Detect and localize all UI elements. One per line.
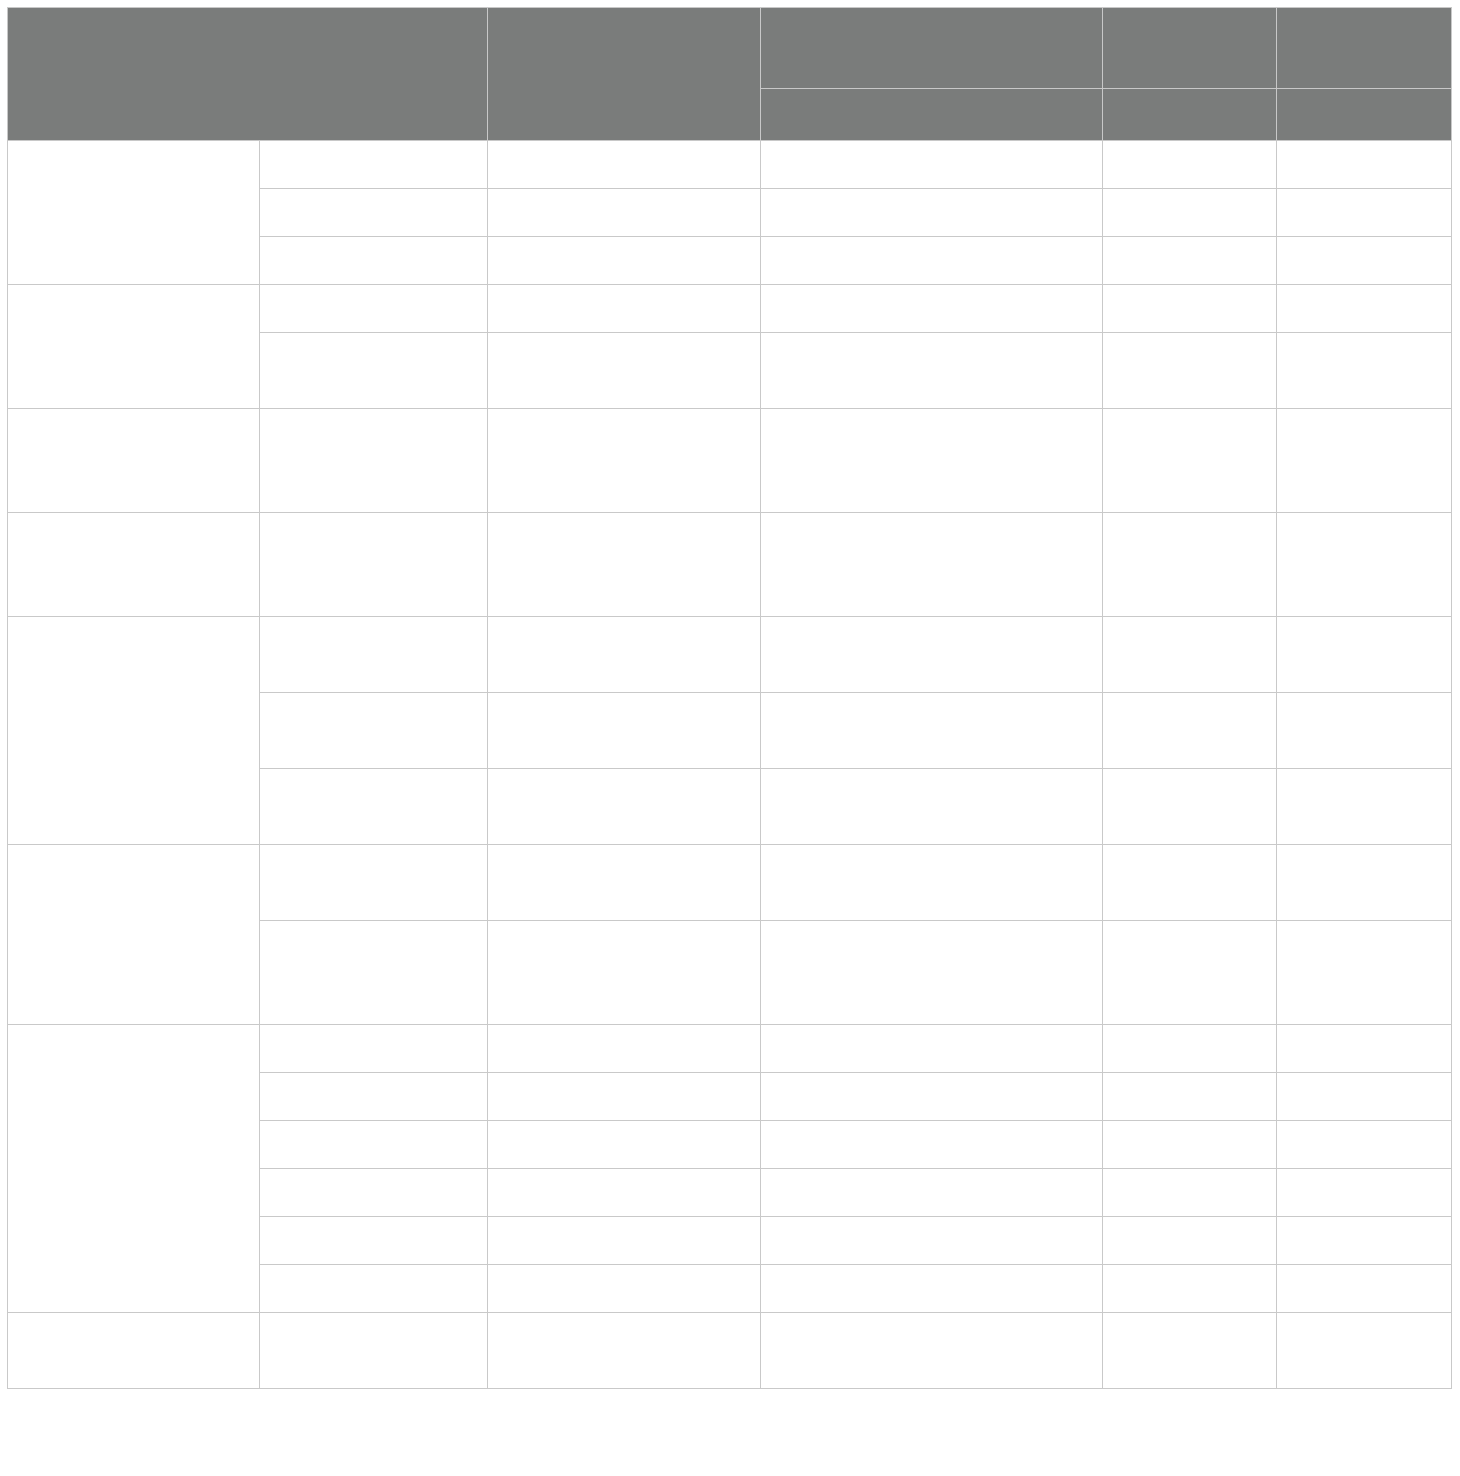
measure-cell [761,1265,1103,1313]
category-cell [8,1313,260,1389]
post-mark [1277,285,1452,333]
source-cell [488,1265,761,1313]
variable-cell [260,769,488,845]
baseline-mark [1103,513,1277,617]
baseline-mark [1103,921,1277,1025]
baseline-mark [1103,1313,1277,1389]
measure-cell [761,1025,1103,1073]
post-mark [1277,1265,1452,1313]
source-cell [488,1169,761,1217]
measure-cell [761,1313,1103,1389]
measure-cell [761,141,1103,189]
source-cell [488,845,761,921]
variable-cell [260,1169,488,1217]
source-cell [488,333,761,409]
table-row [8,1313,1452,1389]
post-mark [1277,845,1452,921]
source-cell [488,513,761,617]
post-mark [1277,1073,1452,1121]
variable-cell [260,513,488,617]
study-schedule-table-container [7,7,1451,1389]
variable-cell [260,189,488,237]
variable-cell [260,141,488,189]
source-cell [488,1313,761,1389]
table-row [8,1025,1452,1073]
baseline-mark [1103,1025,1277,1073]
post-mark [1277,1313,1452,1389]
post-mark [1277,141,1452,189]
source-cell [488,1121,761,1169]
baseline-mark [1103,769,1277,845]
source-cell [488,769,761,845]
post-mark [1277,1169,1452,1217]
source-cell [488,1073,761,1121]
variable-cell [260,333,488,409]
post-mark [1277,237,1452,285]
variable-cell [260,1217,488,1265]
measure-cell [761,237,1103,285]
category-cell [8,1025,260,1313]
baseline-mark [1103,1169,1277,1217]
variable-cell [260,693,488,769]
variable-cell [260,845,488,921]
table-row [8,285,1452,333]
post-mark [1277,513,1452,617]
source-cell [488,921,761,1025]
measure-cell [761,333,1103,409]
category-cell [8,617,260,845]
measure-cell [761,769,1103,845]
measure-cell [761,1121,1103,1169]
baseline-mark [1103,285,1277,333]
source-cell [488,1025,761,1073]
measure-cell [761,617,1103,693]
source-cell [488,409,761,513]
table-row [8,141,1452,189]
source-cell [488,141,761,189]
source-cell [488,237,761,285]
baseline-mark [1103,1265,1277,1313]
table-row [8,513,1452,617]
baseline-mark [1103,409,1277,513]
post-mark [1277,189,1452,237]
variable-cell [260,1313,488,1389]
variable-cell [260,617,488,693]
baseline-mark [1103,189,1277,237]
baseline-mark [1103,237,1277,285]
measure-cell [761,189,1103,237]
source-cell [488,693,761,769]
source-cell [488,1217,761,1265]
measure-cell [761,921,1103,1025]
category-cell [8,513,260,617]
header-study-period [761,8,1103,89]
category-cell [8,409,260,513]
variable-cell [260,409,488,513]
variable-cell [260,1265,488,1313]
measure-cell [761,845,1103,921]
post-mark [1277,693,1452,769]
variable-cell [260,285,488,333]
header-timepoint [761,89,1103,141]
header-variables [8,8,488,141]
measure-cell [761,285,1103,333]
baseline-mark [1103,617,1277,693]
source-cell [488,285,761,333]
post-mark [1277,921,1452,1025]
measure-cell [761,1217,1103,1265]
header-post-time [1277,89,1452,141]
header-baseline [1103,8,1277,89]
category-cell [8,285,260,409]
header-post-intervention [1277,8,1452,89]
variable-cell [260,1073,488,1121]
variable-cell [260,921,488,1025]
post-mark [1277,1217,1452,1265]
source-cell [488,617,761,693]
post-mark [1277,769,1452,845]
header-date-source [488,8,761,141]
measure-cell [761,1073,1103,1121]
header-baseline-time [1103,89,1277,141]
variable-cell [260,1025,488,1073]
baseline-mark [1103,1073,1277,1121]
table-body [8,141,1452,1389]
post-mark [1277,617,1452,693]
category-cell [8,845,260,1025]
baseline-mark [1103,693,1277,769]
variable-cell [260,237,488,285]
measure-cell [761,513,1103,617]
table-row [8,845,1452,921]
baseline-mark [1103,333,1277,409]
table-row [8,617,1452,693]
variable-cell [260,1121,488,1169]
measure-cell [761,409,1103,513]
baseline-mark [1103,845,1277,921]
table-header [8,8,1452,141]
measure-cell [761,693,1103,769]
post-mark [1277,333,1452,409]
post-mark [1277,1121,1452,1169]
post-mark [1277,1025,1452,1073]
category-cell [8,141,260,285]
measure-cell [761,1169,1103,1217]
baseline-mark [1103,141,1277,189]
study-schedule-table [7,7,1452,1389]
table-row [8,409,1452,513]
source-cell [488,189,761,237]
post-mark [1277,409,1452,513]
baseline-mark [1103,1217,1277,1265]
baseline-mark [1103,1121,1277,1169]
